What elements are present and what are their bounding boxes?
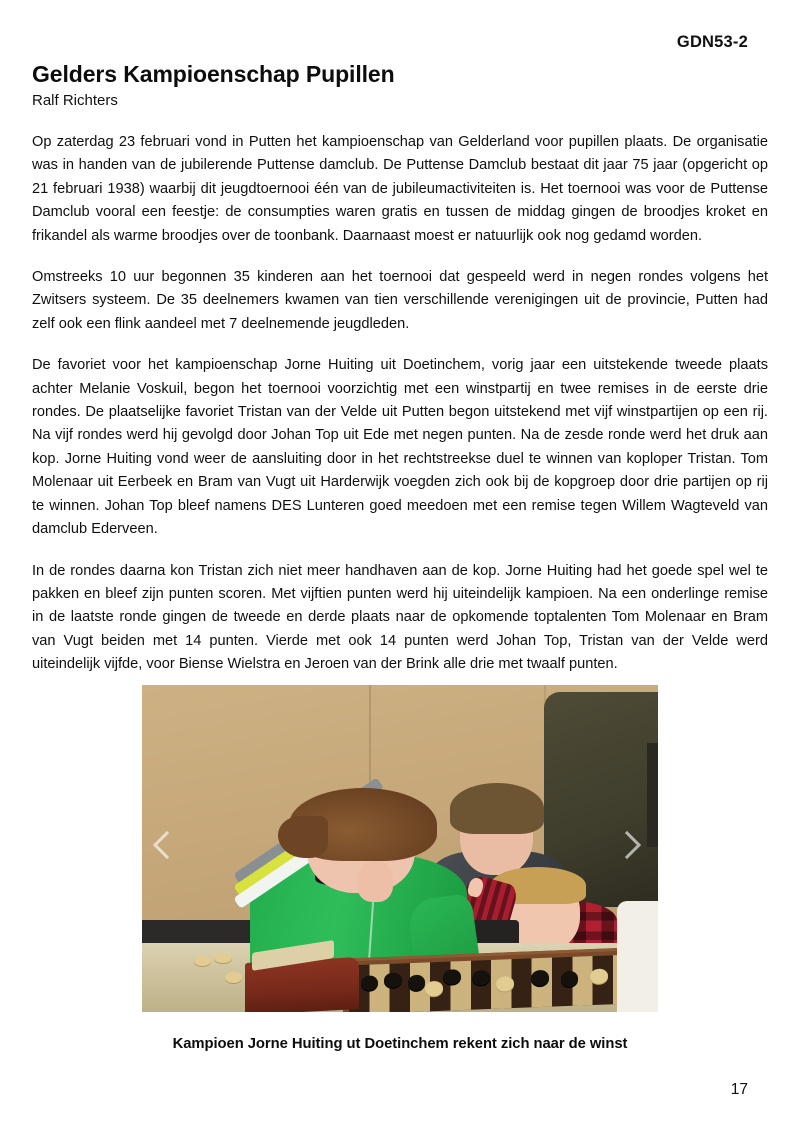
article-body — [32, 131, 768, 677]
tournament-photo — [142, 685, 658, 1012]
jacket-zipper — [367, 897, 374, 967]
body-paragraph: In de rondes daarna kon Tristan zich niet meer handhaven aan de kop. Jorne Huiting had het goede spel wel te pakken en bleef zijn punten scoren. Met vijftien punten werd hij uiteindelijk kampioen. Na een onderlinge remise in de laatste ronde gingen de tweede en derde plaats naar de opkomende toptalenten Tom Molenaar en Bram van Vugt beiden met 14 punten. Vierde met ook 14 punten werd Johan Top, Tristan van der Velde werd uiteindelijk vijfde, voor Biense Wielstra en Jeroen van der Brink alle drie met twaalf punten. — [32, 562, 768, 673]
plaid-boy-hand — [466, 877, 484, 898]
wooden-piece-box — [245, 957, 359, 1012]
photo-right-white-edge — [617, 901, 658, 1012]
boy-hair — [289, 788, 436, 861]
body-paragraph: Op zaterdag 23 februari vond in Putten het kampioenschap van Gelderland voor pupillen plaats. De organisatie was in handen van de jubilerende Puttense damclub. De Puttense Damclub bestaat dit jaar 75 jaar (opgericht op 21 februari 1938) waarbij dit jeugdtoernooi één van de jubileumactiviteiten is. Het toernooi was voor de Puttense Damclub vooral een feestje: de consumpties waren gratis en tussen de middag gingen de broodjes kroket en frikandel als warme broodjes over de toonbank. Daarnaast moest er natuurlijk ook nog gedamd worden. — [32, 134, 768, 244]
page-number: 17 — [730, 1081, 748, 1098]
boy-hand-on-chin — [357, 861, 394, 902]
adult-jacket-shadow — [647, 743, 658, 847]
board-piece-light — [590, 968, 608, 983]
draughts-board — [343, 948, 637, 1012]
figure-caption: Kampioen Jorne Huiting ut Doetinchem rekent zich naar de winst — [172, 1036, 628, 1052]
article-figure — [142, 685, 658, 1012]
page-title: Gelders Kampioenschap Pupillen — [32, 61, 395, 87]
loose-draughts-piece — [214, 953, 232, 963]
article-author: Ralf Richters — [32, 91, 118, 109]
body-paragraph: Omstreeks 10 uur begonnen 35 kinderen aan het toernooi dat gespeeld werd in negen rondes volgens het Zwitsers systeem. De 35 deelnemers kwamen van tien verschillende verenigingen uit de provincie, Putten had zelf ook een flink aandeel met 7 deelnemende jeugdleden. — [32, 269, 768, 332]
document-code-header: GDN53-2 — [676, 33, 748, 51]
loose-draughts-piece — [225, 972, 243, 982]
title-block — [32, 62, 748, 110]
body-paragraph: De favoriet voor het kampioenschap Jorne Huiting uit Doetinchem, vorig jaar een uitstekende tweede plaats achter Melanie Voskuil, begon het toernooi voorzichtig met een winstpartij en twee remises in de eerste drie rondes. De plaatselijke favoriet Tristan van der Velde uit Putten begon uitstekend met vijf winstpartijen op een rij. Na vijf rondes werd hij gevolgd door Johan Top uit Ede met negen punten. Na de zesde ronde werd het druk aan kop. Jorne Huiting vond weer de aansluiting door in het rechtstreekse duel te winnen van koploper Tristan. Tom Molenaar uit Eerbeek en Bram van Vugt uit Harderwijk voegden zich ook bij de kopgroep door drie partijen op rij te winnen. Johan Top bleef namens DES Lunteren goed meedoen met een remise tegen Willem Wagteveld van damclub Ederveen. — [32, 357, 768, 538]
